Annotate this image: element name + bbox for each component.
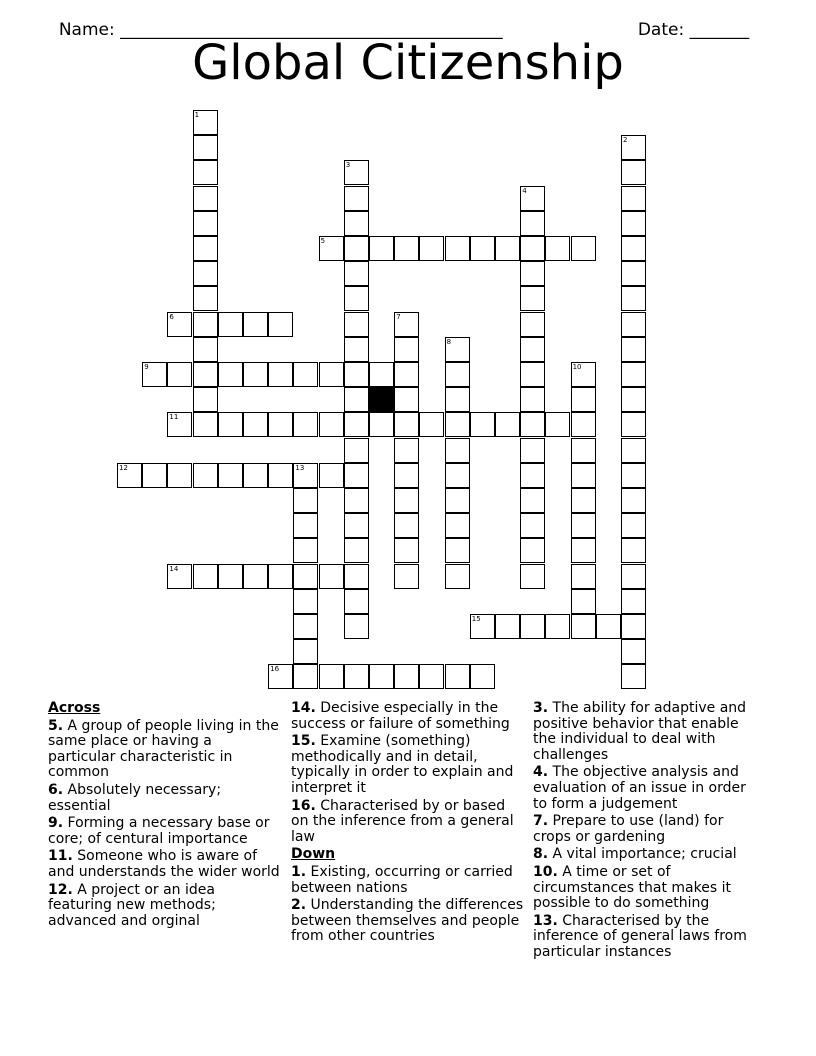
clue-number: 6 <box>169 312 174 321</box>
grid-cell[interactable] <box>344 312 369 337</box>
grid-cell[interactable] <box>621 135 646 160</box>
name-line[interactable]: _____________________________________________ <box>120 20 503 40</box>
grid-cell[interactable] <box>621 337 646 362</box>
grid-cell[interactable] <box>445 412 470 437</box>
clue-across-9: 9. Forming a necessary base or core; of centural importance <box>48 815 270 847</box>
grid-cell[interactable] <box>445 362 470 387</box>
grid-cell[interactable] <box>470 236 495 261</box>
grid-cell[interactable] <box>545 236 570 261</box>
grid-cell[interactable] <box>293 488 318 513</box>
grid-cell[interactable] <box>445 564 470 589</box>
grid-cell[interactable] <box>445 438 470 463</box>
grid-cell[interactable] <box>293 589 318 614</box>
grid-cell[interactable] <box>621 564 646 589</box>
clue-down-10: 10. A time or set of circumstances that makes it possible to do something <box>533 863 731 912</box>
clue-number: 10 <box>572 363 582 371</box>
grid-cell[interactable] <box>621 412 646 437</box>
grid-cell[interactable] <box>218 362 243 387</box>
grid-cell[interactable] <box>344 614 369 639</box>
clue-down-4: 4. The objective analysis and evaluation of an issue in order to form a judgement <box>533 764 746 812</box>
grid-cell[interactable] <box>193 312 218 337</box>
grid-cell[interactable] <box>621 664 646 689</box>
clue-down-1: 1. Existing, occurring or carried between nations <box>291 863 513 896</box>
grid-cell[interactable] <box>545 412 570 437</box>
grid-cell[interactable] <box>394 387 419 412</box>
grid-cell[interactable] <box>596 614 621 639</box>
grid-cell[interactable] <box>520 312 545 337</box>
grid-cell[interactable] <box>344 160 369 185</box>
clue-number: 11 <box>169 413 179 422</box>
grid-cell[interactable] <box>495 614 520 639</box>
grid-cell[interactable] <box>394 463 419 488</box>
grid-cell[interactable] <box>344 236 369 261</box>
grid-cell[interactable] <box>193 463 218 488</box>
clue-number: 16 <box>270 665 280 674</box>
grid-cell[interactable] <box>520 564 545 589</box>
clues-column-2 <box>291 701 526 947</box>
grid-cell[interactable] <box>394 236 419 261</box>
grid-cell[interactable] <box>344 412 369 437</box>
grid-cell[interactable] <box>344 564 369 589</box>
grid-cell[interactable] <box>394 337 419 362</box>
grid-cell[interactable] <box>344 337 369 362</box>
grid-cell[interactable] <box>621 362 646 387</box>
grid-cell[interactable] <box>193 387 218 412</box>
grid-cell[interactable] <box>520 387 545 412</box>
clue-number: 9 <box>144 363 149 371</box>
grid-cell[interactable] <box>520 463 545 488</box>
grid-cell[interactable] <box>621 211 646 236</box>
grid-cell[interactable] <box>495 236 520 261</box>
grid-cell[interactable] <box>193 110 218 135</box>
clue-number: 5 <box>320 237 326 245</box>
grid-cell[interactable] <box>394 438 419 463</box>
grid-cell[interactable] <box>193 236 218 261</box>
grid-cell[interactable] <box>571 564 596 589</box>
grid-cell[interactable] <box>520 538 545 563</box>
grid-cell[interactable] <box>571 538 596 563</box>
grid-cell[interactable] <box>268 312 293 337</box>
clue-down-13: 13. Characterised by the inference of general laws from particular instances <box>533 912 747 960</box>
grid-cell[interactable] <box>319 412 344 437</box>
clue-across-5: 5. A group of people living in the same place or having a particular characteristic in common <box>48 717 279 781</box>
across-heading: Across <box>48 700 101 716</box>
grid-cell[interactable] <box>193 564 218 589</box>
grid-cell[interactable] <box>445 488 470 513</box>
grid-cell[interactable] <box>193 160 218 185</box>
grid-cell[interactable] <box>621 614 646 639</box>
grid-cell[interactable] <box>545 614 570 639</box>
clue-down-7: 7. Prepare to use (land) for crops or gardening <box>533 813 724 845</box>
grid-cell[interactable] <box>621 160 646 185</box>
grid-cell[interactable] <box>571 614 596 639</box>
grid-cell[interactable] <box>268 564 293 589</box>
clue-number: 1 <box>194 111 200 119</box>
grid-cell[interactable] <box>621 589 646 614</box>
grid-cell[interactable] <box>621 186 646 211</box>
grid-cell[interactable] <box>268 362 293 387</box>
grid-cell[interactable] <box>445 664 470 689</box>
grid-cell[interactable] <box>344 589 369 614</box>
grid-cell[interactable] <box>520 513 545 538</box>
grid-cell[interactable] <box>621 236 646 261</box>
clue-across-14: 14. Decisive especially in the success or failure of something <box>291 700 510 732</box>
grid-cell[interactable] <box>419 412 444 437</box>
grid-cell[interactable] <box>520 362 545 387</box>
grid-cell[interactable] <box>193 135 218 160</box>
grid-cell[interactable] <box>571 438 596 463</box>
grid-cell[interactable] <box>319 463 344 488</box>
clue-number: 2 <box>623 136 628 145</box>
grid-cell[interactable] <box>621 639 646 664</box>
grid-cell[interactable] <box>520 186 545 211</box>
grid-cell[interactable] <box>243 362 268 387</box>
clue-across-12: 12. A project or an idea featuring new methods; advanced and orginal <box>48 881 216 929</box>
grid-cell[interactable] <box>344 463 369 488</box>
grid-cell[interactable] <box>394 538 419 563</box>
grid-cell[interactable] <box>344 286 369 311</box>
grid-cell[interactable] <box>142 463 167 488</box>
grid-cell[interactable] <box>293 664 318 689</box>
grid-cell[interactable] <box>293 639 318 664</box>
clue-number: 4 <box>522 186 527 195</box>
grid-cell[interactable] <box>520 261 545 286</box>
clue-number: 13 <box>295 463 305 472</box>
grid-cell[interactable] <box>520 211 545 236</box>
grid-cell[interactable] <box>621 312 646 337</box>
grid-cell[interactable] <box>470 664 495 689</box>
grid-cell[interactable] <box>268 664 293 689</box>
clue-across-6: 6. Absolutely necessary; essential <box>48 781 222 814</box>
grid-cell[interactable] <box>520 337 545 362</box>
grid-cell[interactable] <box>419 664 444 689</box>
grid-cell[interactable] <box>394 412 419 437</box>
grid-cell[interactable] <box>293 564 318 589</box>
grid-cell[interactable] <box>243 564 268 589</box>
grid-cell[interactable] <box>344 438 369 463</box>
clue-down-8: 8. A vital importance; crucial <box>533 846 737 863</box>
grid-cell[interactable] <box>470 614 495 639</box>
grid-cell[interactable] <box>344 664 369 689</box>
grid-cell[interactable] <box>394 312 419 337</box>
grid-cell[interactable] <box>193 412 218 437</box>
grid-cell[interactable] <box>571 488 596 513</box>
grid-cell[interactable] <box>571 236 596 261</box>
grid-cell[interactable] <box>520 488 545 513</box>
black-square <box>369 387 394 412</box>
grid-cell[interactable] <box>243 463 268 488</box>
grid-cell[interactable] <box>117 463 142 488</box>
grid-cell[interactable] <box>394 488 419 513</box>
grid-cell[interactable] <box>369 412 394 437</box>
grid-cell[interactable] <box>369 664 394 689</box>
grid-cell[interactable] <box>571 362 596 387</box>
clue-number: 12 <box>119 463 128 472</box>
grid-cell[interactable] <box>193 362 218 387</box>
grid-cell[interactable] <box>344 513 369 538</box>
grid-cell[interactable] <box>293 513 318 538</box>
grid-cell[interactable] <box>344 538 369 563</box>
grid-cell[interactable] <box>167 312 192 337</box>
grid-cell[interactable] <box>243 312 268 337</box>
grid-cell[interactable] <box>571 513 596 538</box>
grid-cell[interactable] <box>243 412 268 437</box>
clue-number: 14 <box>169 564 179 573</box>
grid-cell[interactable] <box>571 412 596 437</box>
clues-column-1 <box>48 701 280 931</box>
clue-across-15: 15. Examine (something) methodically and in detail, typically in order to explain and interpret it <box>291 733 514 796</box>
grid-cell[interactable] <box>394 513 419 538</box>
grid-cell[interactable] <box>167 463 192 488</box>
grid-cell[interactable] <box>344 261 369 286</box>
grid-cell[interactable] <box>571 387 596 412</box>
grid-cell[interactable] <box>167 362 192 387</box>
grid-cell[interactable] <box>344 362 369 387</box>
grid-cell[interactable] <box>495 412 520 437</box>
clue-number: 3 <box>345 161 351 170</box>
name-label: Name: <box>58 20 121 40</box>
grid-cell[interactable] <box>319 236 344 261</box>
grid-cell[interactable] <box>445 236 470 261</box>
grid-cell[interactable] <box>470 412 495 437</box>
grid-cell[interactable] <box>319 362 344 387</box>
grid-cell[interactable] <box>218 412 243 437</box>
grid-cell[interactable] <box>621 538 646 563</box>
grid-cell[interactable] <box>344 488 369 513</box>
grid-cell[interactable] <box>445 337 470 362</box>
grid-cell[interactable] <box>193 286 218 311</box>
grid-cell[interactable] <box>394 664 419 689</box>
grid-cell[interactable] <box>445 387 470 412</box>
grid-cell[interactable] <box>571 463 596 488</box>
grid-cell[interactable] <box>369 362 394 387</box>
grid-cell[interactable] <box>293 362 318 387</box>
grid-cell[interactable] <box>621 261 646 286</box>
grid-cell[interactable] <box>268 463 293 488</box>
grid-cell[interactable] <box>344 387 369 412</box>
clues-column-3 <box>533 701 763 963</box>
grid-cell[interactable] <box>218 564 243 589</box>
grid-cell[interactable] <box>394 362 419 387</box>
grid-cell[interactable] <box>268 412 293 437</box>
grid-cell[interactable] <box>319 664 344 689</box>
grid-cell[interactable] <box>167 412 192 437</box>
grid-cell[interactable] <box>218 312 243 337</box>
grid-cell[interactable] <box>344 211 369 236</box>
grid-cell[interactable] <box>419 236 444 261</box>
clue-down-3: 3. The ability for adaptive and positive behavior that enable the individual to deal with challenges <box>533 700 747 763</box>
grid-cell[interactable] <box>319 564 344 589</box>
clue-down-2: 2. Understanding the differences between themselves and people from other countries <box>291 897 524 945</box>
grid-cell[interactable] <box>193 261 218 286</box>
grid-cell[interactable] <box>344 186 369 211</box>
grid-cell[interactable] <box>293 463 318 488</box>
date-label: Date: <box>637 20 690 40</box>
clue-number: 15 <box>471 615 481 623</box>
grid-cell[interactable] <box>193 211 218 236</box>
grid-cell[interactable] <box>167 564 192 589</box>
grid-cell[interactable] <box>520 614 545 639</box>
grid-cell[interactable] <box>445 538 470 563</box>
grid-cell[interactable] <box>621 513 646 538</box>
grid-cell[interactable] <box>369 236 394 261</box>
grid-cell[interactable] <box>520 236 545 261</box>
grid-cell[interactable] <box>621 438 646 463</box>
grid-cell[interactable] <box>445 513 470 538</box>
clue-across-11: 11. Someone who is aware of and understands the wider world <box>48 848 280 880</box>
grid-cell[interactable] <box>621 286 646 311</box>
clue-across-16: 16. Characterised by or based on the inference from a general law <box>291 797 514 845</box>
grid-cell[interactable] <box>520 286 545 311</box>
grid-cell[interactable] <box>520 438 545 463</box>
grid-cell[interactable] <box>394 564 419 589</box>
page-title: Global Citizenship <box>192 35 624 91</box>
clue-number: 8 <box>446 337 452 346</box>
grid-cell[interactable] <box>142 362 167 387</box>
grid-cell[interactable] <box>293 538 318 563</box>
grid-cell[interactable] <box>621 463 646 488</box>
grid-cell[interactable] <box>193 186 218 211</box>
grid-cell[interactable] <box>621 387 646 412</box>
grid-cell[interactable] <box>193 337 218 362</box>
grid-cell[interactable] <box>571 589 596 614</box>
grid-cell[interactable] <box>218 463 243 488</box>
grid-cell[interactable] <box>293 614 318 639</box>
grid-cell[interactable] <box>621 488 646 513</box>
grid-cell[interactable] <box>520 412 545 437</box>
grid-cell[interactable] <box>445 463 470 488</box>
down-heading: Down <box>291 846 336 863</box>
grid-cell[interactable] <box>293 412 318 437</box>
clue-number: 7 <box>396 312 401 321</box>
date-line[interactable]: _______ <box>689 20 750 40</box>
